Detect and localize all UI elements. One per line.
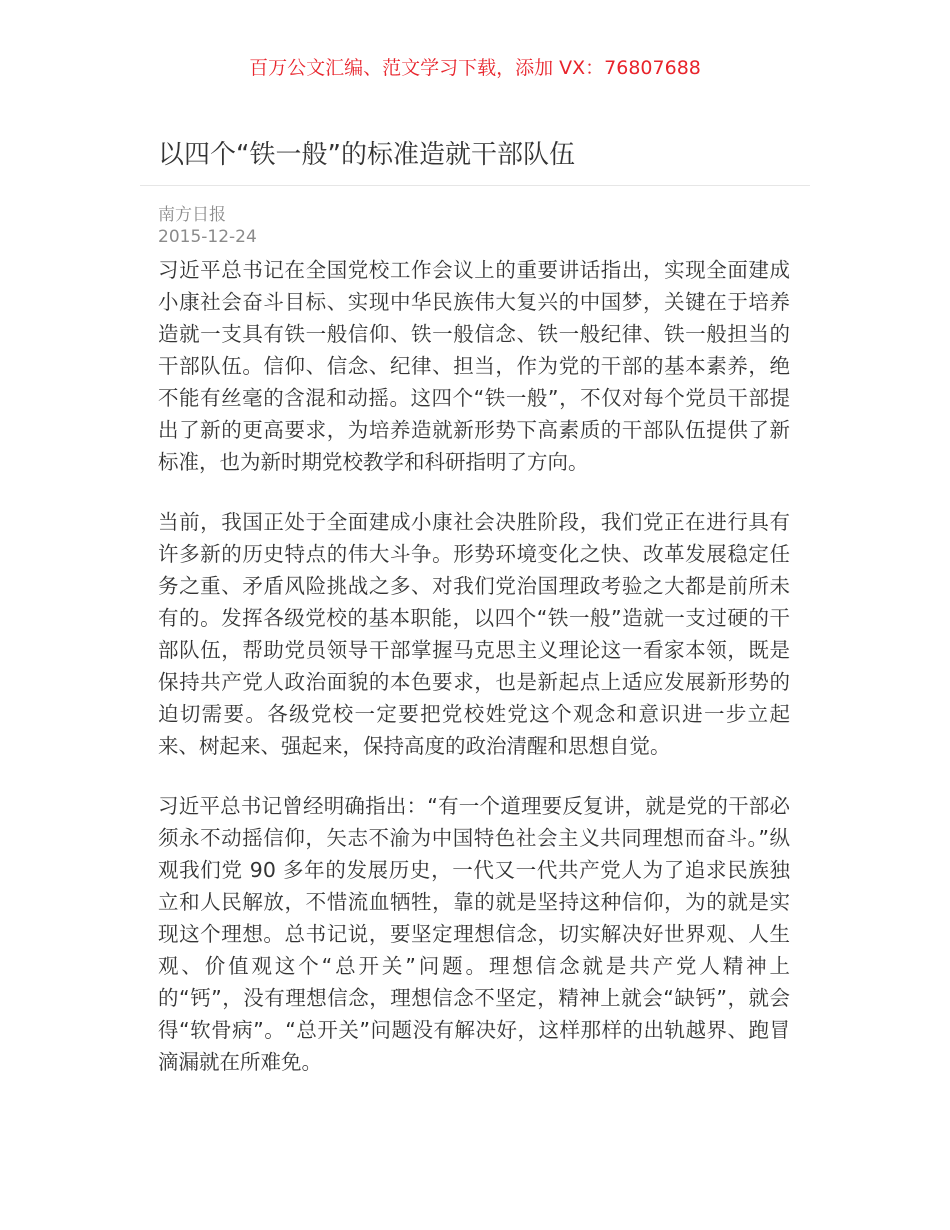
paragraph-line: 务之重、矛盾风险挑战之多、对我们党治国理政考验之大都是前所未: [158, 574, 790, 598]
article-paragraph: [158, 254, 790, 478]
paragraph-line: 标准，也为新时期党校教学和科研指明了方向。: [158, 450, 589, 474]
paragraph-line: 当前，我国正处于全面建成小康社会决胜阶段，我们党正在进行具有: [158, 510, 790, 534]
paragraph-line: 部队伍，帮助党员领导干部掌握马克思主义理论这一看家本领，既是: [158, 638, 790, 662]
paragraph-line: 立和人民解放，不惜流血牺牲，靠的就是坚持这种信仰，为的就是实: [158, 890, 790, 914]
paragraph-line: 须永不动摇信仰，矢志不渝为中国特色社会主义共同理想而奋斗。”纵: [158, 826, 790, 850]
paragraph-line: 习近平总书记曾经明确指出：“有一个道理要反复讲，就是党的干部必: [158, 794, 790, 818]
paragraph-line: 出了新的更高要求，为培养造就新形势下高素质的干部队伍提供了新: [158, 418, 790, 442]
paragraph-line: 迫切需要。各级党校一定要把党校姓党这个观念和意识进一步立起: [158, 702, 790, 726]
paragraph-line: 得“软骨病”。“总开关”问题没有解决好，这样那样的出轨越界、跑冒: [158, 1018, 790, 1042]
paragraph-line: 小康社会奋斗目标、实现中华民族伟大复兴的中国梦，关键在于培养: [158, 290, 790, 314]
article-source: 南方日报: [158, 205, 226, 225]
paragraph-line: 许多新的历史特点的伟大斗争。形势环境变化之快、改革发展稳定任: [158, 542, 790, 566]
paragraph-line: 现这个理想。总书记说，要坚定理想信念，切实解决好世界观、人生: [158, 922, 790, 946]
paragraph-line: 保持共产党人政治面貌的本色要求，也是新起点上适应发展新形势的: [158, 670, 790, 694]
promo-banner: 百万公文汇编、范文学习下载，添加 VX：76807688: [249, 57, 701, 79]
article-paragraph: [158, 506, 790, 762]
paragraph-line: 习近平总书记在全国党校工作会议上的重要讲话指出，实现全面建成: [158, 258, 790, 282]
paragraph-line: 有的。发挥各级党校的基本职能，以四个“铁一般”造就一支过硬的干: [158, 606, 790, 630]
title-divider: [140, 185, 810, 186]
paragraph-line: 观我们党 90 多年的发展历史，一代又一代共产党人为了追求民族独: [158, 858, 790, 882]
paragraph-line: 的“钙”，没有理想信念，理想信念不坚定，精神上就会“缺钙”，就会: [158, 986, 790, 1010]
article-title: 以四个“铁一般”的标准造就干部队伍: [158, 140, 575, 170]
paragraph-line: 来、树起来、强起来，保持高度的政治清醒和思想自觉。: [158, 734, 671, 758]
paragraph-line: 不能有丝毫的含混和动摇。这四个“铁一般”，不仅对每个党员干部提: [158, 386, 790, 410]
paragraph-line: 造就一支具有铁一般信仰、铁一般信念、铁一般纪律、铁一般担当的: [158, 322, 790, 346]
article-body: [158, 254, 790, 1106]
paragraph-line: 滴漏就在所难免。: [158, 1050, 322, 1074]
article-date: 2015-12-24: [158, 227, 257, 247]
article-paragraph: [158, 790, 790, 1078]
paragraph-line: 干部队伍。信仰、信念、纪律、担当，作为党的干部的基本素养，绝: [158, 354, 790, 378]
paragraph-line: 观、价值观这个“总开关”问题。理想信念就是共产党人精神上: [158, 954, 790, 978]
